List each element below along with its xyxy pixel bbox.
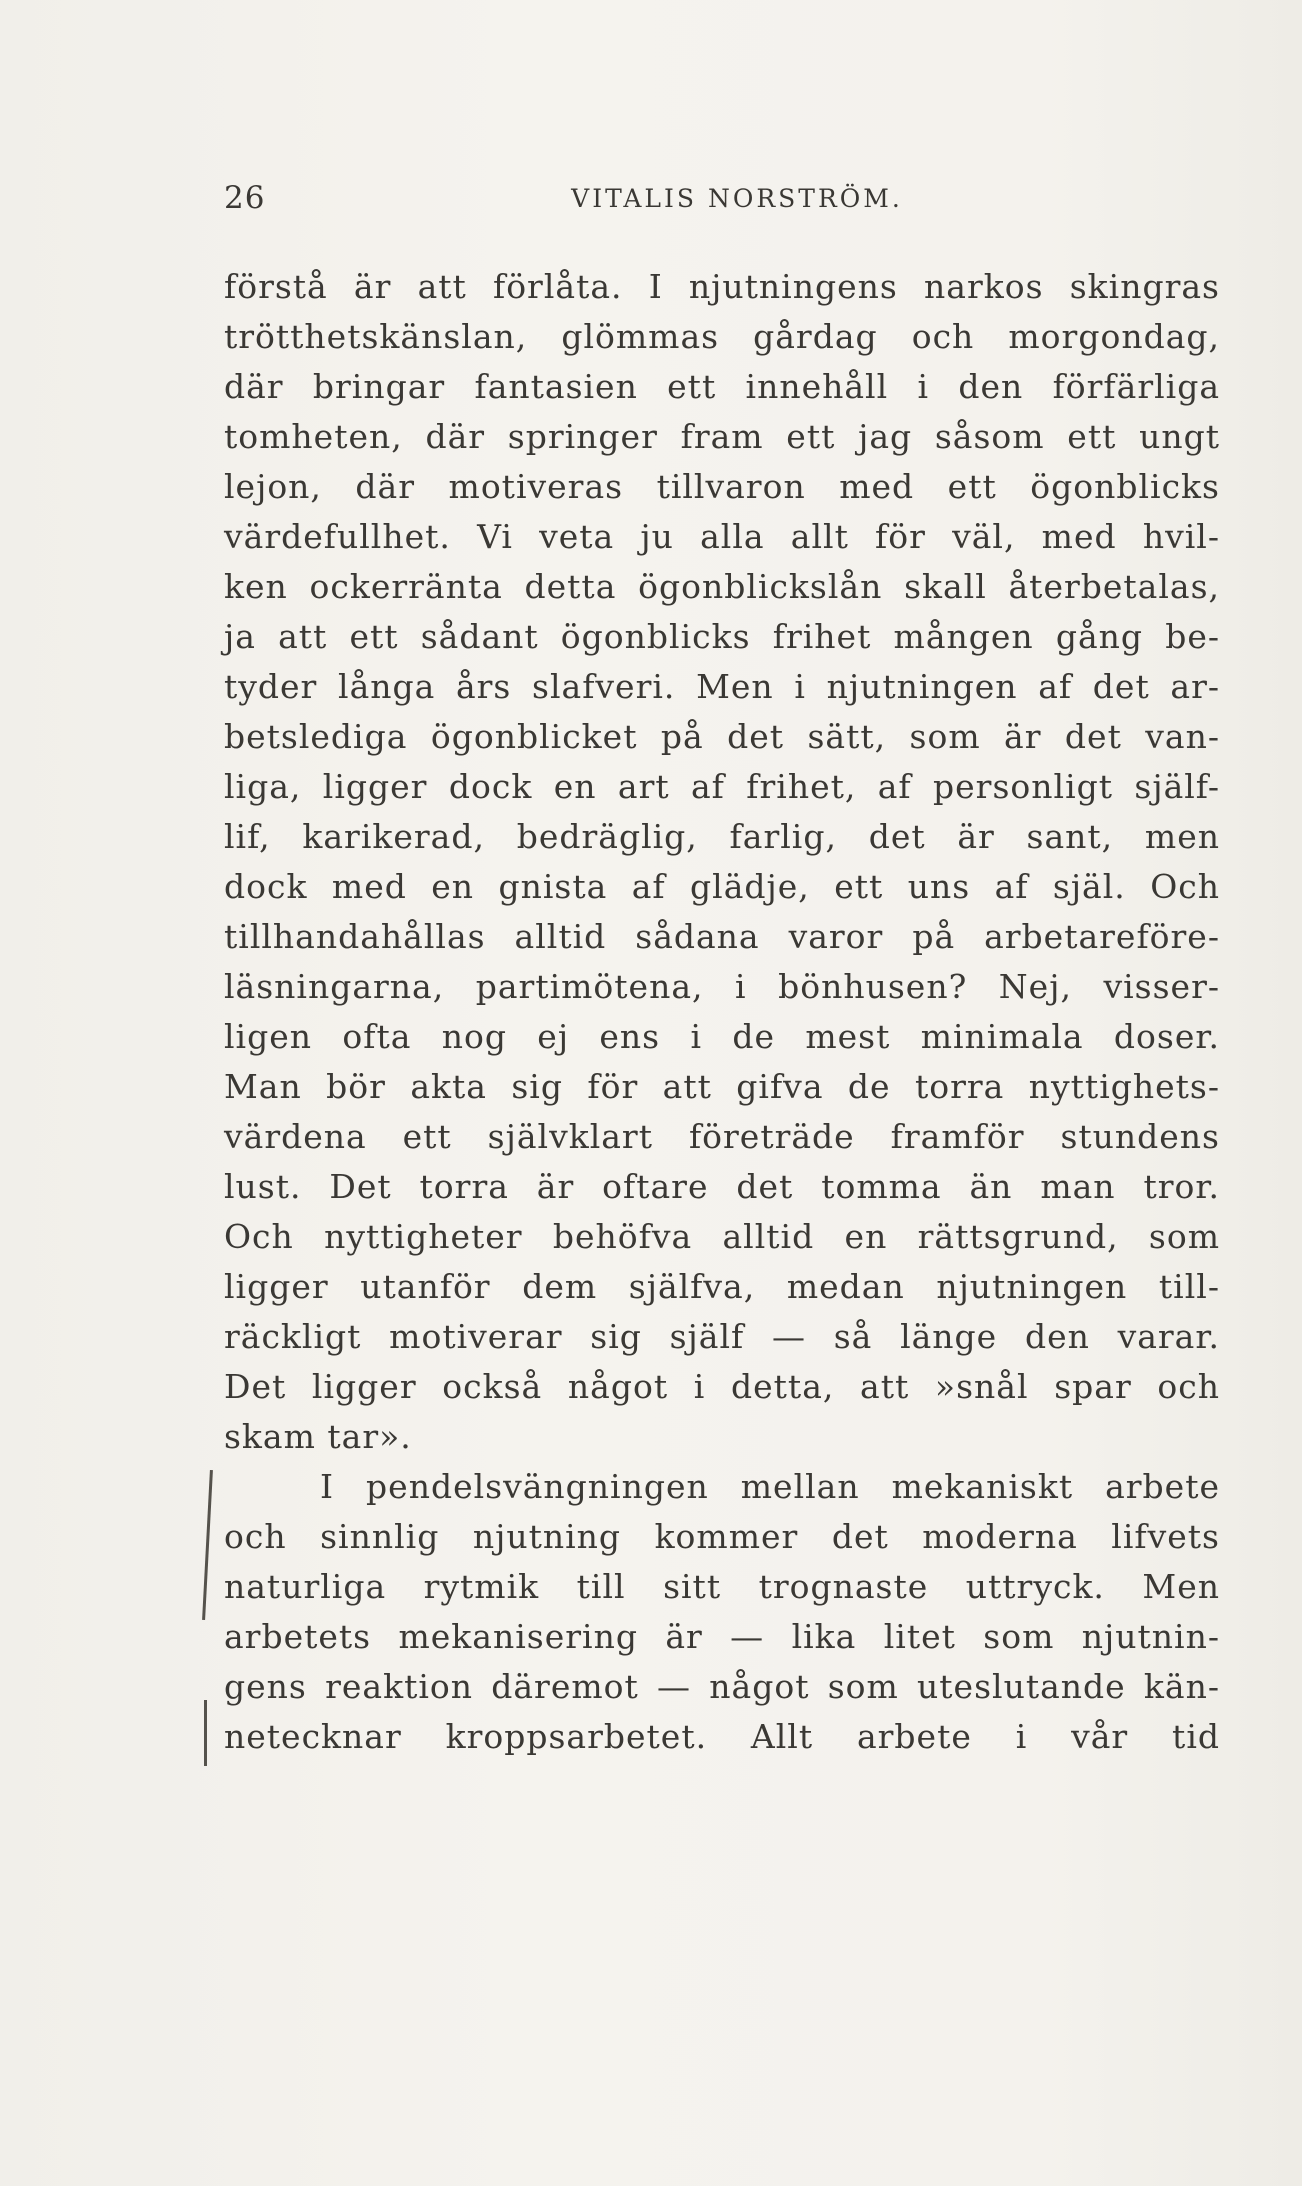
text-line: netecknar kroppsarbetet. Allt arbete i vår tid (224, 1717, 1220, 1756)
margin-pencil-mark (204, 1700, 207, 1766)
text-line: räckligt motiverar sig själf — så länge den varar. (224, 1317, 1220, 1356)
page-header (224, 180, 1220, 220)
text-line: Och nyttigheter behöfva alltid en rättsgrund, som (224, 1217, 1220, 1256)
text-line: skam tar». (224, 1417, 412, 1456)
text-line: ja att ett sådant ögonblicks frihet mången gång be- (224, 617, 1220, 656)
text-line: dock med en gnista af glädje, ett uns af själ. Och (224, 867, 1220, 906)
text-line: Man bör akta sig för att gifva de torra nyttighets- (224, 1067, 1220, 1106)
text-line: arbetets mekanisering är — lika litet som njutnin- (224, 1617, 1220, 1656)
text-line: ken ockerränta detta ögonblickslån skall återbetalas, (224, 567, 1220, 606)
body-text (224, 262, 1220, 1762)
text-line: där bringar fantasien ett innehåll i den förfärliga (224, 367, 1220, 406)
text-line: lejon, där motiveras tillvaron med ett ögonblicks (224, 467, 1220, 506)
text-line: värdefullhet. Vi veta ju alla allt för väl, med hvil- (224, 517, 1220, 556)
text-line: läsningarna, partimötena, i bönhusen? Nej, visser- (224, 967, 1220, 1006)
text-line: ligen ofta nog ej ens i de mest minimala doser. (224, 1017, 1220, 1056)
text-line: I pendelsvängningen mellan mekaniskt arbete (320, 1467, 1220, 1506)
text-line: betslediga ögonblicket på det sätt, som är det van- (224, 717, 1220, 756)
text-line: tomheten, där springer fram ett jag såsom ett ungt (224, 417, 1220, 456)
text-line: tyder långa års slafveri. Men i njutningen af det ar- (224, 667, 1220, 706)
text-line: naturliga rytmik till sitt trognaste uttryck. Men (224, 1567, 1220, 1606)
text-line: lust. Det torra är oftare det tomma än man tror. (224, 1167, 1220, 1206)
text-line: förstå är att förlåta. I njutningens narkos skingras (224, 267, 1220, 306)
text-line: trötthetskänslan, glömmas gårdag och morgondag, (224, 317, 1220, 356)
text-line: och sinnlig njutning kommer det moderna lifvets (224, 1517, 1220, 1556)
text-line: liga, ligger dock en art af frihet, af personligt själf- (224, 767, 1220, 806)
text-line: tillhandahållas alltid sådana varor på arbetareföre- (224, 917, 1220, 956)
text-line: lif, karikerad, bedräglig, farlig, det är sant, men (224, 817, 1220, 856)
text-line: ligger utanför dem själfva, medan njutningen till- (224, 1267, 1220, 1306)
page-number: 26 (224, 180, 266, 216)
text-line: gens reaktion däremot — något som uteslutande kän- (224, 1667, 1220, 1706)
running-head: VITALIS NORSTRÖM. (571, 184, 903, 213)
text-line: Det ligger också något i detta, att »snål spar och (224, 1367, 1220, 1406)
text-line: värdena ett självklart företräde framför stundens (224, 1117, 1220, 1156)
margin-pencil-mark (202, 1470, 213, 1620)
